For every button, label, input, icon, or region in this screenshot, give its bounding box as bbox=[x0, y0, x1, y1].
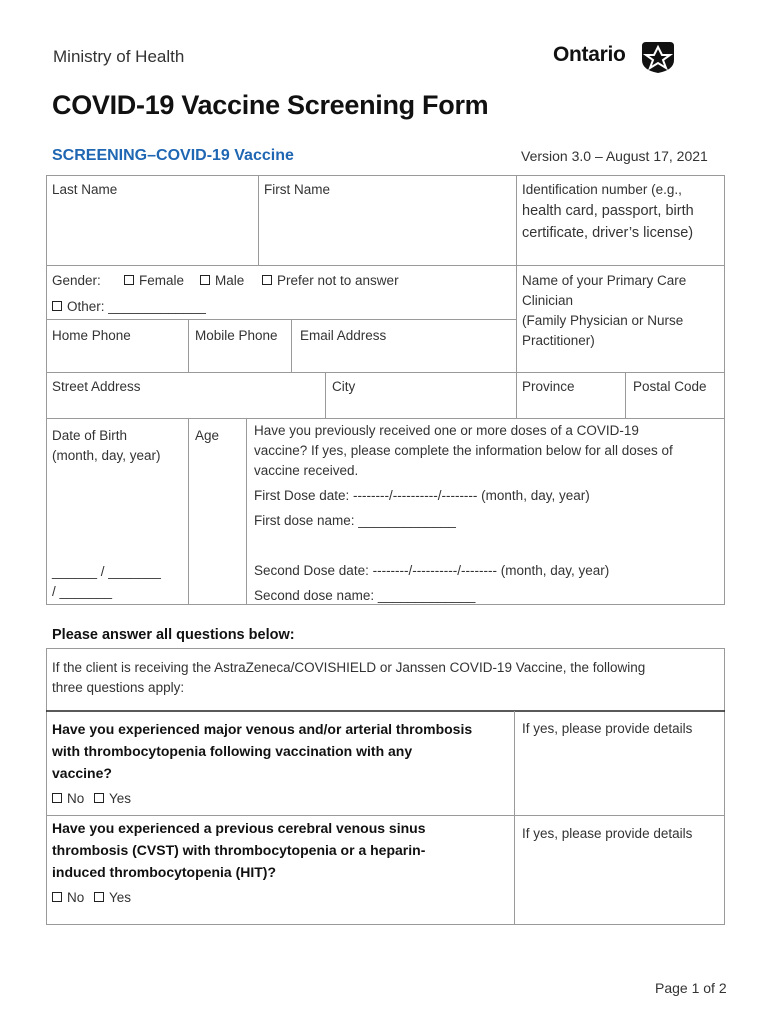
checkbox[interactable] bbox=[94, 892, 104, 902]
second-dose-name: Second dose name: _____________ bbox=[254, 588, 476, 603]
checkbox[interactable] bbox=[52, 793, 62, 803]
question-1-line-2: with thrombocytopenia following vaccination with any bbox=[52, 743, 413, 759]
dob-label-line-1: Date of Birth bbox=[52, 428, 128, 443]
primary-care-line-4: Practitioner) bbox=[522, 333, 595, 348]
ontario-wordmark: Ontario bbox=[553, 43, 626, 66]
primary-care-line-1: Name of your Primary Care bbox=[522, 273, 687, 288]
checkbox[interactable] bbox=[52, 892, 62, 902]
questions-heading: Please answer all questions below: bbox=[52, 627, 295, 643]
gender-label: Gender: bbox=[52, 273, 101, 288]
age-label: Age bbox=[195, 428, 220, 443]
question-2-line-2: thrombosis (CVST) with thrombocytopenia or a heparin- bbox=[52, 842, 426, 858]
prev-doses-line-1: Have you previously received one or more doses of a COVID-19 bbox=[254, 423, 639, 438]
section-title: SCREENING–COVID-19 Vaccine bbox=[52, 147, 294, 164]
prev-doses-line-3: vaccine received. bbox=[254, 463, 359, 478]
mobile-phone-label: Mobile Phone bbox=[195, 328, 278, 343]
q1-no-option[interactable]: No bbox=[52, 789, 84, 809]
gender-other-option[interactable]: Other: _____________ bbox=[52, 297, 206, 317]
q1-yes-option[interactable]: Yes bbox=[94, 789, 131, 809]
page-title: COVID-19 Vaccine Screening Form bbox=[52, 90, 489, 120]
page-number: Page 1 of 2 bbox=[655, 980, 727, 996]
last-name-label: Last Name bbox=[52, 182, 118, 197]
primary-care-line-2: Clinician bbox=[522, 293, 574, 308]
id-number-line-2: health card, passport, birth bbox=[522, 203, 694, 219]
checkbox[interactable] bbox=[94, 793, 104, 803]
email-label: Email Address bbox=[300, 328, 387, 343]
first-dose-name: First dose name: _____________ bbox=[254, 513, 456, 528]
prev-doses-line-2: vaccine? If yes, please complete the information below for all doses of bbox=[254, 443, 673, 458]
question-2-line-3: induced thrombocytopenia (HIT)? bbox=[52, 864, 276, 880]
street-address-label: Street Address bbox=[52, 379, 141, 394]
id-number-line-3: certificate, driver’s license) bbox=[522, 225, 694, 241]
dob-blank-line-2: / _______ bbox=[52, 584, 113, 599]
ontario-trillium-icon bbox=[640, 40, 676, 74]
version-label: Version 3.0 – August 17, 2021 bbox=[521, 148, 708, 164]
checkbox[interactable] bbox=[52, 301, 62, 311]
first-name-label: First Name bbox=[264, 182, 331, 197]
question-1-line-3: vaccine? bbox=[52, 765, 112, 781]
home-phone-label: Home Phone bbox=[52, 328, 131, 343]
question-1-line-1: Have you experienced major venous and/or arterial thrombosis bbox=[52, 721, 473, 737]
ministry-label: Ministry of Health bbox=[53, 47, 185, 66]
q2-yes-option[interactable]: Yes bbox=[94, 888, 131, 908]
checkbox[interactable] bbox=[262, 275, 272, 285]
q2-no-option[interactable]: No bbox=[52, 888, 84, 908]
dob-blank-line-1: ______ / _______ bbox=[52, 564, 161, 579]
province-label: Province bbox=[522, 379, 575, 394]
intro-line-1: If the client is receiving the AstraZeneca/COVISHIELD or Janssen COVID-19 Vaccine, the following bbox=[52, 660, 646, 675]
q1-details-label: If yes, please provide details bbox=[522, 721, 693, 736]
gender-female-option[interactable]: Female bbox=[124, 271, 184, 291]
primary-care-line-3: (Family Physician or Nurse bbox=[522, 313, 684, 328]
question-2-line-1: Have you experienced a previous cerebral venous sinus bbox=[52, 820, 426, 836]
city-label: City bbox=[332, 379, 356, 394]
postal-code-label: Postal Code bbox=[633, 379, 707, 394]
first-dose-date: First Dose date: --------/----------/-------- (month, day, year) bbox=[254, 488, 590, 503]
gender-male-option[interactable]: Male bbox=[200, 271, 244, 291]
gender-prefer-not-option[interactable]: Prefer not to answer bbox=[262, 271, 399, 291]
checkbox[interactable] bbox=[124, 275, 134, 285]
intro-line-2: three questions apply: bbox=[52, 680, 185, 695]
checkbox[interactable] bbox=[200, 275, 210, 285]
second-dose-date: Second Dose date: --------/----------/-------- (month, day, year) bbox=[254, 563, 610, 578]
q2-details-label: If yes, please provide details bbox=[522, 826, 693, 841]
dob-label-line-2: (month, day, year) bbox=[52, 448, 161, 463]
id-number-line-1: Identification number (e.g., bbox=[522, 182, 682, 197]
